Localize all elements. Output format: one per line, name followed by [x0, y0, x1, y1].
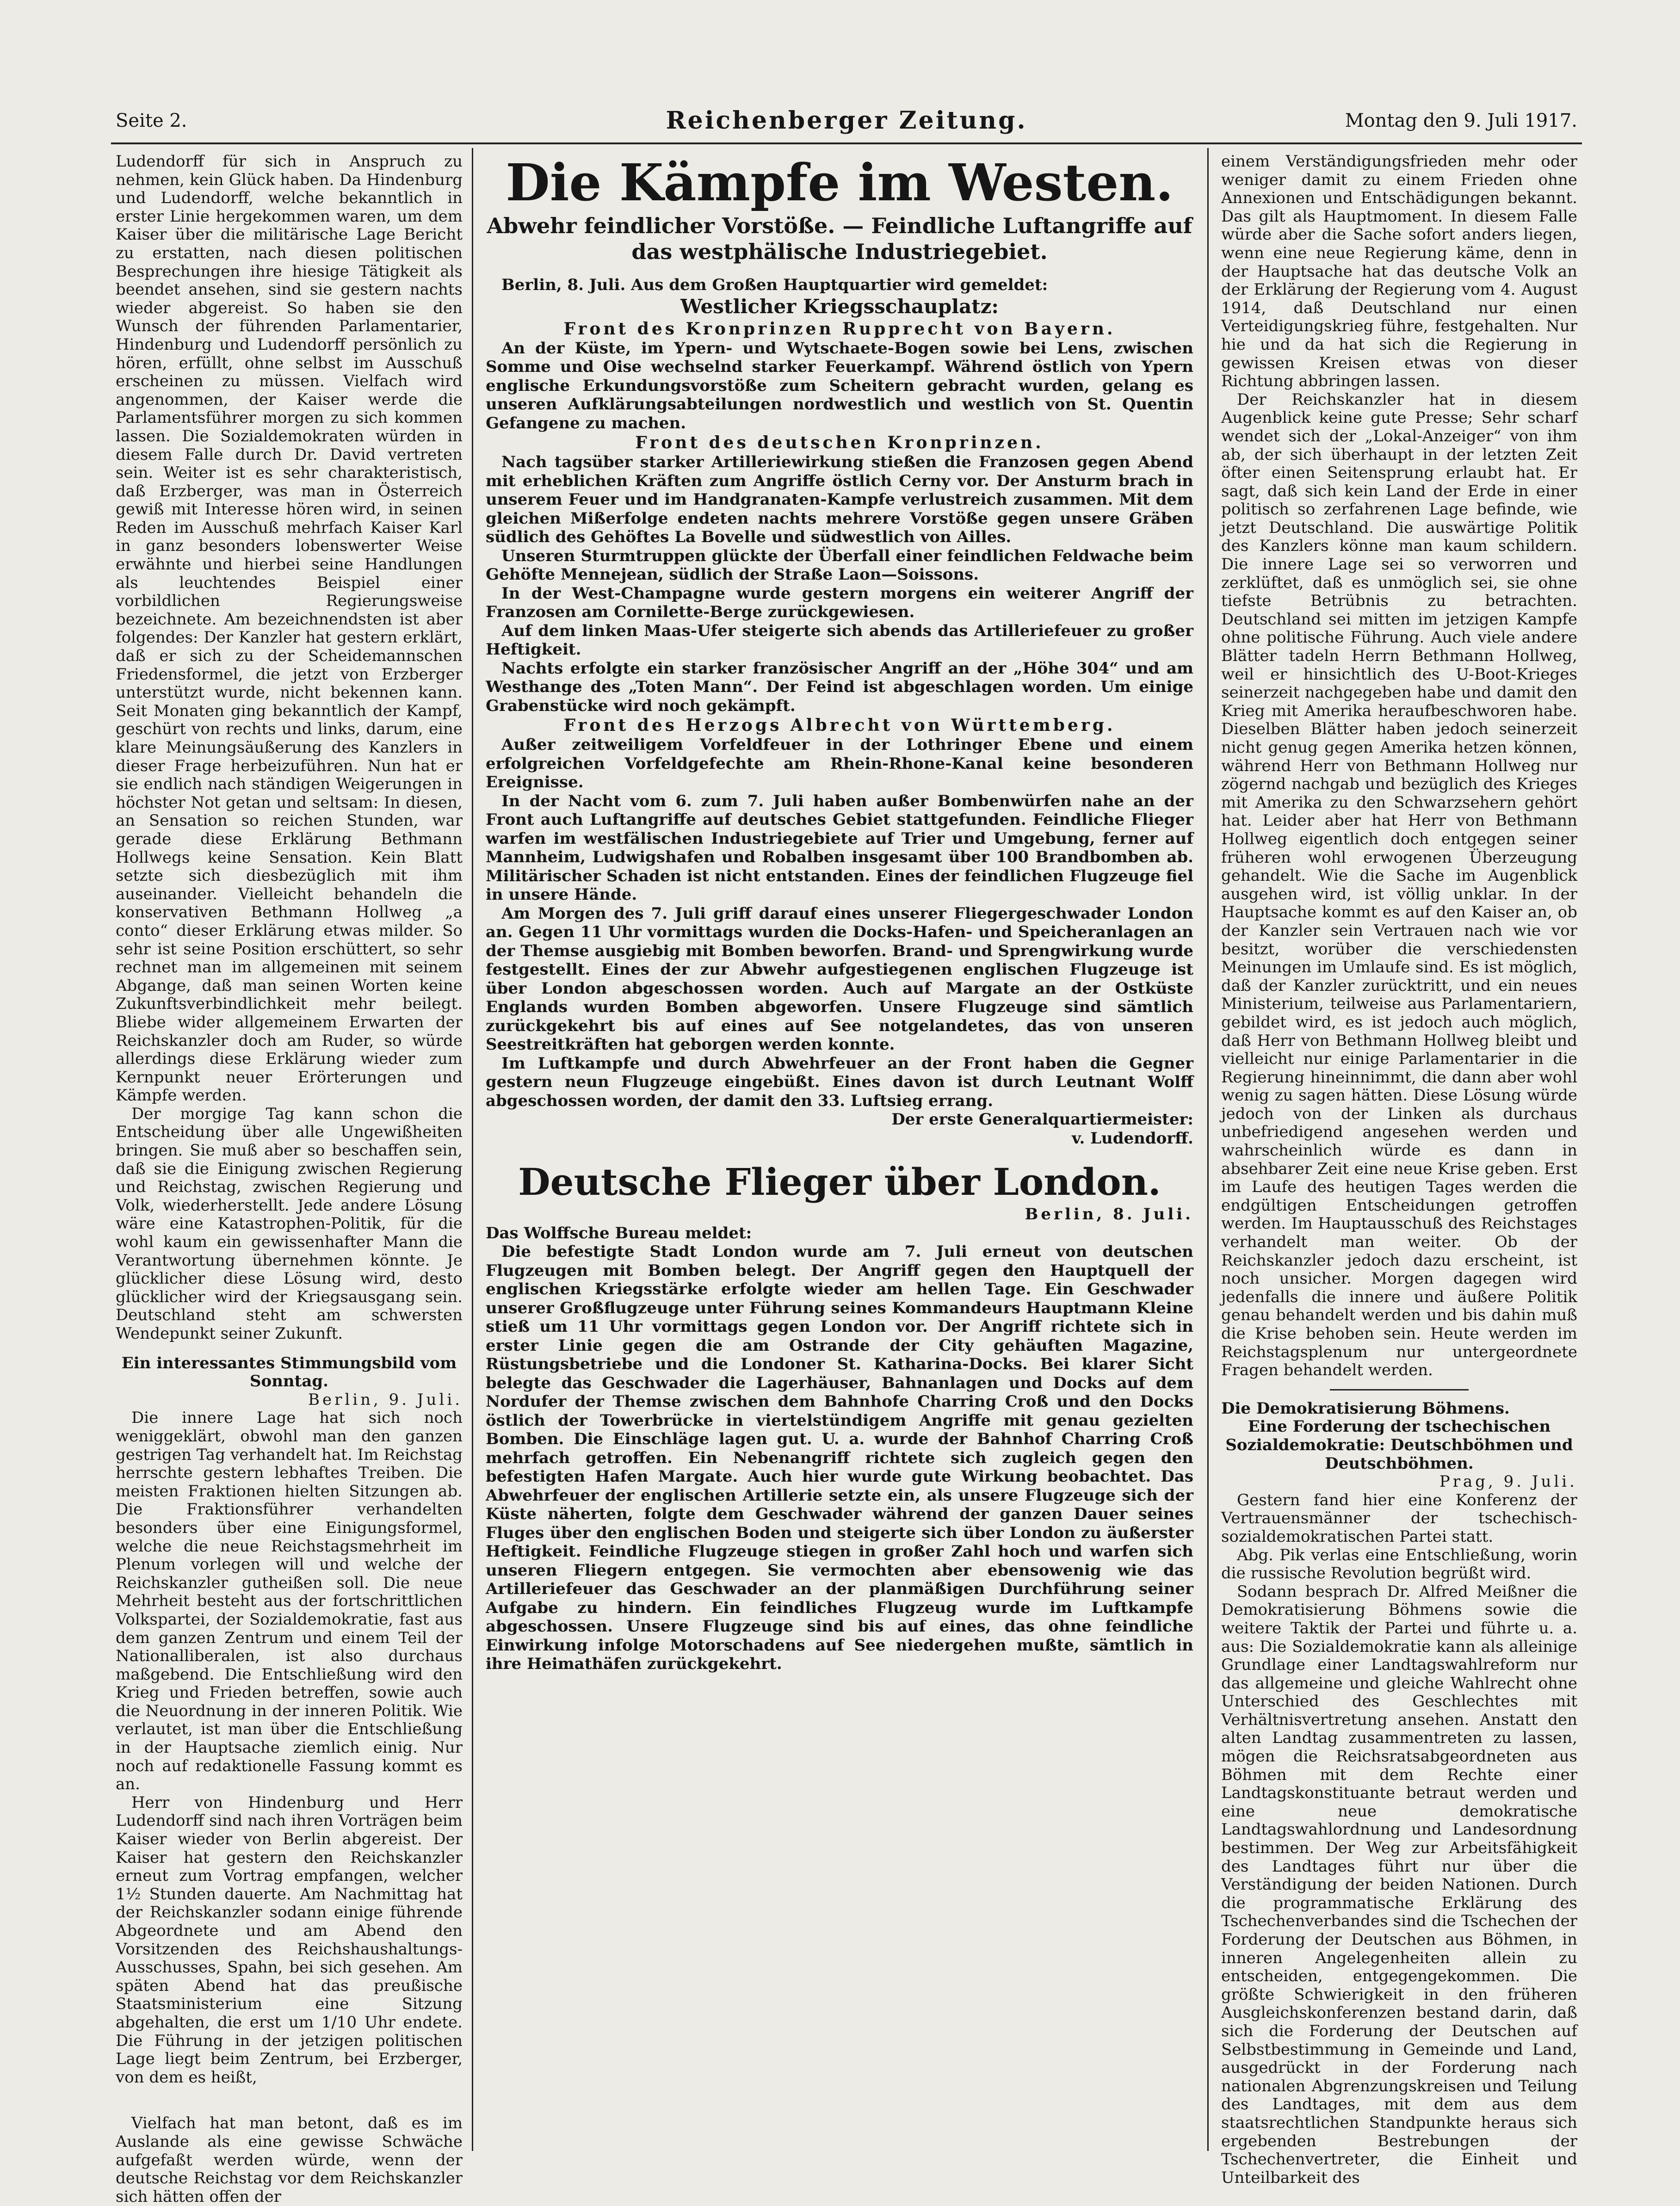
- left-subhead: Ein interessantes Stimmungsbild vom Sonntag.: [121, 1353, 457, 1391]
- signature-title: Der erste Generalquartiermeister:: [891, 1110, 1193, 1129]
- theater-heading: Westlicher Kriegsschauplatz:: [680, 295, 999, 318]
- signature-name: v. Ludendorff.: [1072, 1129, 1193, 1148]
- left-paragraph-5: Vielfach hat man betont, daß es im Auslande als eine gewisse Schwäche aufgefaßt werden würde, wenn der deutsche Reichstag vor dem Reichskanzler sich hätten offen der: [116, 2114, 463, 2206]
- column-divider-2: [1207, 148, 1209, 2151]
- right-dateline: Prag, 9. Juli.: [1439, 1472, 1577, 1491]
- bureau-line: Das Wolffsche Bureau meldet:: [486, 1223, 752, 1242]
- main-headline: Die Kämpfe im Westen.: [506, 153, 1174, 212]
- front-heading-kronprinz: Front des deutschen Kronprinzen.: [635, 433, 1044, 452]
- report-paragraph-10: Im Luftkampfe und durch Abwehrfeuer an der Front haben die Gegner gestern neun Flugzeuge eingebüßt. Eines davon ist durch Leutnant Wolff abgeschossen worden, der damit den 33. Luftsieg errang.: [486, 1054, 1193, 1110]
- left-paragraph-4: Herr von Hindenburg und Herr Ludendorff sind nach ihren Vorträgen beim Kaiser wieder von Berlin abgereist. Der Kaiser hat gestern den Reichskanzler erneut zum Vortrag empfangen, welcher 1½ Stunden dauerte. Am Nachmittag hat der Reichskanzler sodann einige führende Abgeordnete und am Abend den Vorsitzenden des Reichshaushaltungs-Ausschusses, Spahn, bei sich gesehen. Am späten Abend hat das preußische Staatsministerium eine Sitzung abgehalten, die erst um 1/10 Uhr endete. Die Führung in der jetzigen politischen Lage liegt beim Zentrum, bei Erzberger, von dem es heißt,: [116, 1793, 463, 2087]
- report-paragraph-9: Am Morgen des 7. Juli griff darauf eines unserer Fliegergeschwader London an. Gegen 11 Uhr vormittags wurden die Docks-Hafen- und Speicheranlagen an der Themse ausgiebig mit Bomben beworfen. Brand- und Sprengwirkung wurde festgestellt. Eines der zur Abwehr aufgestiegenen englischen Flugzeuge ist über London abgeschossen worden. Auch auf Margate an der Ostküste Englands wurden Bomben abgeworfen. Unsere Flugzeuge sind sämtlich zurückgekehrt bis auf eines auf See notgelandetes, das von unseren Seestreitkräften hat geborgen werden konnte.: [486, 904, 1193, 1054]
- column-middle: [486, 153, 1193, 2151]
- column-left: [116, 152, 463, 2206]
- right-paragraph-1: einem Verständigungsfrieden mehr oder weniger damit zu einem Frieden ohne Annexionen und Entschädigungen bekannt. Das gilt als Hauptmoment. In diesem Falle würde aber die Sache sofort anders liegen, wenn eine neue Regierung käme, denn in der Hauptsache hat das deutsche Volk an der Erklärung der Regierung vom 4. August 1914, daß Deutschland nur einen Verteidigungskrieg führe, festgehalten. Nur hie und da hat sich die Regierung in gewissen Kreisen etwas von dieser Richtung abbringen lassen.: [1221, 152, 1577, 391]
- report-paragraph-2: Nach tagsüber starker Artilleriewirkung stießen die Franzosen gegen Abend mit erheblichen Kräften zum Angriffe östlich Cerny vor. Der Ansturm brach in unserem Feuer und im Handgranaten-Kampfe verlustreich zusammen. Mit dem gleichen Mißerfolge endeten nachts mehrere Vorstöße gegen unsere Gräben südlich des Gehöftes La Bovelle und südwestlich von Ailles.: [486, 453, 1193, 546]
- left-dateline: Berlin, 9. Juli.: [308, 1390, 463, 1409]
- right-paragraph-5: Sodann besprach Dr. Alfred Meißner die Demokratisierung Böhmens sowie die weitere Taktik der Partei und führte u. a. aus: Die Sozialdemokratie kann als alleinige Grundlage einer Landtagswahlreform nur das allgemeine und gleiche Wahlrecht ohne Unterschied des Geschlechtes mit Verhältnisvertretung ansehen. Anstatt den alten Landtag zusammentreten zu lassen, mögen die Reichsratsabgeordneten aus Böhmen mit dem Rechte einer Landtagskonstituante betraut werden und eine neue demokratische Landtagswahlordnung und Landesordnung bestimmen. Der Weg zur Arbeitsfähigkeit des Landtages führt nur über die Verständigung der beiden Nationen. Durch die programmatische Erklärung des Tschechenverbandes sind die Tschechen der Forderung der Deutschen aus Böhmen, in inneren Angelegenheiten allein zu entscheiden, entgegengekommen. Die größte Schwierigkeit in den früheren Ausgleichskonferenzen bestand darin, daß sich die Forderung der Deutschen auf Selbstbestimmung in Gemeinde und Land, ausgedrückt in der Forderung nach nationalen Abgrenzungskreisen und Teilung des Landtages, mit dem aus dem staatsrechtlichen Standpunkte heraus sich ergebenden Bestrebungen der Tschechenvertreter, die Einheit und Unteilbarkeit des: [1221, 1582, 1577, 2187]
- page-header: [111, 106, 1582, 139]
- main-subheadline: Abwehr feindlicher Vorstöße. — Feindliche Luftangriffe auf das westphälische Industriegebiet.: [487, 213, 1192, 264]
- report-paragraph-7: Außer zeitweiligem Vorfeldfeuer in der Lothringer Ebene und einem erfolgreichen Vorfeldgefechte am Rhein-Rhone-Kanal keine besonderen Ereignisse.: [486, 735, 1193, 791]
- left-paragraph-1: Ludendorff für sich in Anspruch zu nehmen, kein Glück haben. Da Hindenburg und Ludendorff, welche bekanntlich in erster Linie hergekommen waren, um dem Kaiser über die militärische Lage Bericht zu erstatten, nach diesen politischen Besprechungen ihre hiesige Tätigkeit als beendet ansehen, sind sie gestern nachts wieder abgereist. So haben sie den Wunsch der führenden Parlamentarier, Hindenburg und Ludendorff persönlich zu hören, erfüllt, ohne selbst im Ausschuß erscheinen zu müssen. Vielfach wird angenommen, der Kaiser werde die Parlamentsführer morgen zu sich kommen lassen. Die Sozialdemokraten würden in diesem Falle durch Dr. David vertreten sein. Weiter ist es sehr charakteristisch, daß Erzberger, was man in Österreich gewiß mit Interesse hören wird, in seinen Reden im Ausschuß mehrfach Kaiser Karl in ganz besonders lobenswerter Weise erwähnte und hierbei seine Handlungen als leuchtendes Beispiel einer vorbildlichen Regierungsweise bezeichnete. Am bezeichnendsten ist aber folgendes: Der Kanzler hat gestern erklärt, daß er sich zu der Scheidemannschen Friedensformel, die jetzt von Erzberger unterstützt wurde, nicht bekennen kann. Seit Monaten ging bekanntlich der Kampf, geschürt von rechts und links, darum, eine klare Meinungsäußerung des Kanzlers in dieser Frage herbeizuführen. Nun hat er sie endlich nach ständigen Weigerungen in höchster Not getan und seltsam: In diesen, an Sensation so reichen Stunden, war gerade diese Erklärung Bethmann Hollwegs keine Sensation. Kein Blatt setzte sich diesbezüglich mit ihm auseinander. Vielleicht behandeln die konservativen Bethmann Hollweg „a conto“ dieser Erklärung etwas milder. So sehr ist seine Position erschüttert, so sehr rechnet man im allgemeinen mit seinem Abgange, daß man seinen Worten keine Zukunftsverbindlichkeit mehr beilegt. Bliebe wider allgemeinem Erwarten der Reichskanzler doch am Ruder, so würde allerdings diese Erklärung wieder zum Kernpunkt neuer Erörterungen und Kämpfe werden.: [116, 152, 463, 1105]
- main-dateline: Berlin, 8. Juli. Aus dem Großen Hauptquartier wird gemeldet:: [501, 276, 1048, 294]
- right-subhead: Eine Forderung der tschechischen Sozialdemokratie: Deutschböhmen und Deutschböhmen.: [1225, 1417, 1573, 1473]
- second-headline: Deutsche Flieger über London.: [518, 1160, 1161, 1204]
- report-paragraph-1: An der Küste, im Ypern- und Wytschaete-Bogen sowie bei Lens, zwischen Somme und Oise wechselnd starker Feuerkampf. Während östlich von Ypern englische Erkundungsvorstöße zum Scheitern gebracht wurden, gelang es unseren Aufklärungsabteilungen nordwestlich und westlich von St. Quentin Gefangene zu machen.: [486, 339, 1193, 433]
- report-paragraph-4: In der West-Champagne wurde gestern morgens ein weiterer Angriff der Franzosen am Cornilette-Berge zurückgewiesen.: [486, 584, 1193, 621]
- right-paragraph-2: Der Reichskanzler hat in diesem Augenblick keine gute Presse; Sehr scharf wendet sich der „Lokal-Anzeiger“ von ihm ab, der sich überhaupt in der letzten Zeit öfter einen Seitensprung erlaubt hat. Er sagt, daß sich kein Land der Erde in einer politisch so zerfahrenen Lage befinde, wie jetzt Deutschland. Die auswärtige Politik des Kanzlers könne man kaum schildern. Die innere Lage sei so verworren und zerklüftet, daß es unmöglich sei, sie ohne tiefste Betrübnis zu betrachten. Deutschland sei mitten im jetzigen Kampfe ohne politische Führung. Auch viele andere Blätter tadeln Herrn Bethmann Hollweg, weil er hinsichtlich des U-Boot-Krieges seinerzeit nachgegeben habe und damit den Krieg mit Amerika heraufbeschworen habe. Dieselben Blätter haben jedoch seinerzeit nicht genug gegen Amerika hetzen können, während Herr von Bethmann Hollweg nur zögernd nachgab und bezüglich des Krieges mit Amerika zu den Schwarzsehern gehört hat. Leider aber hat Herr von Bethmann Hollweg eigentlich doch entgegen seiner früheren wohl erwogenen Überzeugung gehandelt. Wie die Sache im Augenblick ausgehen wird, ist völlig unklar. In der Hauptsache kommt es auf den Kaiser an, ob der Kanzler sein Vertrauen nach wie vor besitzt, worüber die verschiedensten Meinungen im Umlaufe sind. Es ist möglich, daß der Kanzler zurücktritt, und ein neues Ministerium, teilweise aus Parlamentariern, gebildet wird, es ist jedoch auch möglich, daß Herr von Bethmann Hollweg bleibt und vielleicht nur einige Parlamentarier in die Regierung hineinnimmt, die dann aber wohl wenig zu sagen hätten. Diese Lösung würde jedoch von der Linken als durchaus unbefriedigend angesehen werden und wahrscheinlich würde es dann in absehbarer Zeit eine neue Krise geben. Erst im Laufe des heutigen Tages werden die endgültigen Entscheidungen getroffen werden. Im Hauptausschuß des Reichstages verhandelt man weiter. Ob der Reichskanzler jedoch dazu erscheint, ist noch unsicher. Morgen dagegen wird jedenfalls die innere und äußere Politik genau behandelt werden und bis dahin muß die Krise behoben sein. Heute werden im Reichstagsplenum nur untergeordnete Fragen behandelt werden.: [1221, 390, 1577, 1380]
- right-headline: Die Demokratisierung Böhmens.: [1221, 1399, 1510, 1418]
- page-number: Seite 2.: [116, 110, 187, 131]
- london-report: Die befestigte Stadt London wurde am 7. Juli erneut von deutschen Flugzeugen mit Bomben belegt. Der Angriff gegen den Hauptquell der englischen Kriegsstärke erfolgte wieder am hellen Tage. Ein Geschwader unserer Großflugzeuge unter Führung seines Kommandeurs Hauptmann Kleine stieß um 11 Uhr vormittags gegen London vor. Der Angriff richtete sich in erster Linie gegen die am Ostrande der City gehäuften Magazine, Rüstungsbetriebe und die Londoner St. Katharina-Docks. Bei klarer Sicht belegte das Geschwader die Lagerhäuser, Bahnanlagen und Docks auf dem Nordufer der Themse zwischen dem Bahnhofe Charring Croß und den Docks östlich der Towerbrücke in viertelstündigem Angriffe mit genau gezielten Bomben. Die Einschläge lagen gut. U. a. wurde der Bahnhof Charring Croß mehrfach getroffen. Ein Nebenangriff richtete sich zugleich gegen den befestigten Hafen Margate. Auch hier wurde gute Wirkung beobachtet. Das Abwehrfeuer der englischen Artillerie setzte ein, als unsere Flugzeuge sich der Küste näherten, folgte dem Geschwader während der ganzen Dauer seines Fluges über den englischen Boden und steigerte sich über London zu äußerster Heftigkeit. Feindliche Flugzeuge stiegen in großer Zahl hoch und warfen sich unseren Fliegern entgegen. Sie vermochten aber ebensowenig wie das Artilleriefeuer das Geschwader an der planmäßigen Durchführung seiner Aufgabe zu hindern. Ein feindliches Flugzeug wurde im Luftkampfe abgeschossen. Unsere Flugzeuge sind bis auf eines, das ohne feindliche Einwirkung infolge Motorschadens auf See niedergehen mußte, sämtlich in ihre Heimathäfen zurückgekehrt.: [486, 1242, 1193, 1673]
- second-dateline: Berlin, 8. Juli.: [1025, 1205, 1193, 1223]
- report-paragraph-5: Auf dem linken Maas-Ufer steigerte sich abends das Artilleriefeuer zu großer Heftigkeit.: [486, 621, 1193, 659]
- front-heading-rupprecht: Front des Kronprinzen Rupprecht von Bayern.: [563, 319, 1116, 339]
- left-paragraph-3: Die innere Lage hat sich noch weniggeklärt, obwohl man den ganzen gestrigen Tag verhandelt hat. Im Reichstag herrschte gestern lebhaftes Treiben. Die meisten Fraktionen hielten Sitzungen ab. Die Fraktionsführer verhandelten besonders über eine Einigungsformel, welche die neue Reichstagsmehrheit im Plenum vorlegen will und welche der Reichskanzler gutheißen soll. Die neue Mehrheit besteht aus der fortschrittlichen Volkspartei, der Sozialdemokratie, fast aus dem ganzen Zentrum und einem Teil der Nationalliberalen, ist also durchaus maßgebend. Die Entschließung wird den Krieg und Frieden betreffen, sowie auch die Neuordnung in der inneren Politik. Wie verlautet, ist man über die Entschließung in der Hauptsache ziemlich einig. Nur noch auf redaktionelle Fassung kommt es an.: [116, 1409, 463, 1794]
- issue-date: Montag den 9. Juli 1917.: [1345, 110, 1577, 131]
- section-rule: [1330, 1389, 1469, 1390]
- report-paragraph-8: In der Nacht vom 6. zum 7. Juli haben außer Bombenwürfen nahe an der Front auch Luftangriffe auf deutsches Gebiet stattgefunden. Feindliche Flieger warfen im westfälischen Industriegebiete auf Trier und Umgebung, ferner auf Mannheim, Ludwigshafen und Robalben insgesamt über 100 Brandbomben ab. Militärischer Schaden ist nicht entstanden. Eines der feindlichen Flugzeuge fiel in unsere Hände.: [486, 791, 1193, 904]
- newspaper-page: [111, 106, 1582, 2206]
- newspaper-title: Reichenberger Zeitung.: [666, 106, 1027, 135]
- left-paragraph-2: Der morgige Tag kann schon die Entscheidung über alle Ungewißheiten bringen. Sie muß aber so beschaffen sein, daß sie die Einigung zwischen Regierung und Reichstag, zwischen Regierung und Volk, wiederherstellt. Jede andere Lösung wäre eine Katastrophen-Politik, für die wohl kaum ein gewissenhafter Mann die Verantwortung übernehmen könnte. Je glücklicher diese Lösung wird, desto glücklicher wird der Kriegsausgang sein. Deutschland steht am schwersten Wendepunkt seiner Zukunft.: [116, 1104, 463, 1343]
- report-paragraph-3: Unseren Sturmtruppen glückte der Überfall einer feindlichen Feldwache beim Gehöfte Mennejean, südlich der Straße Laon—Soissons.: [486, 546, 1193, 584]
- header-rule: [111, 142, 1582, 144]
- front-heading-albrecht: Front des Herzogs Albrecht von Württemberg.: [563, 716, 1116, 735]
- right-paragraph-3: Gestern fand hier eine Konferenz der Vertrauensmänner der tschechisch-sozialdemokratischen Partei statt.: [1221, 1490, 1577, 1546]
- report-paragraph-6: Nachts erfolgte ein starker französischer Angriff an der „Höhe 304“ und am Westhange des „Toten Mann“. Der Feind ist abgeschlagen worden. Um einige Grabenstücke wird noch gekämpft.: [486, 659, 1193, 715]
- column-divider-1: [472, 148, 473, 2151]
- right-paragraph-4: Abg. Pik verlas eine Entschließung, worin die russische Revolution begrüßt wird.: [1221, 1545, 1577, 1583]
- column-right: [1221, 152, 1577, 2187]
